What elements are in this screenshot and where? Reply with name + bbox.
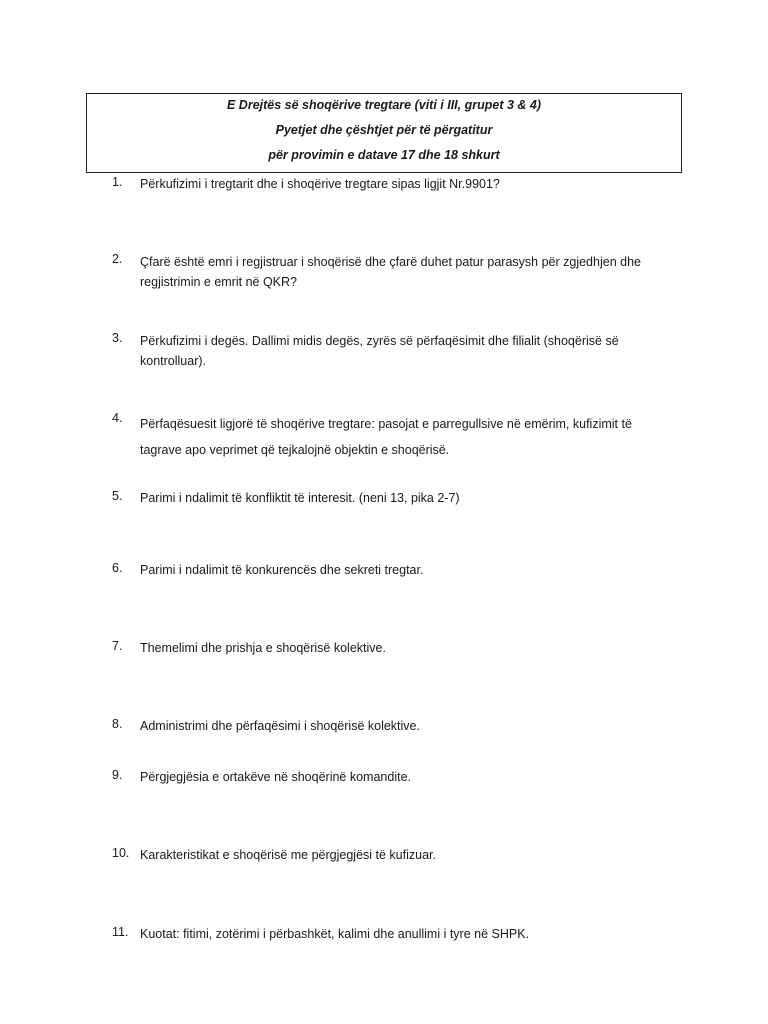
question-number: 2.: [112, 252, 123, 266]
header-title: E Drejtës së shoqërive tregtare (viti i III, grupet 3 & 4): [227, 98, 541, 112]
question-text: Çfarë është emri i regjistruar i shoqërisë dhe çfarë duhet patur parasysh për zgjedhjen dhe regjistrimin e emrit në QKR?: [140, 255, 641, 289]
question-number: 1.: [112, 175, 123, 189]
document-header: [86, 93, 682, 173]
question-text: Parimi i ndalimit të konfliktit të interesit. (neni 13, pika 2-7): [140, 491, 460, 505]
question-text: Parimi i ndalimit të konkurencës dhe sekreti tregtar.: [140, 563, 424, 577]
question-text: Përkufizimi i tregtarit dhe i shoqërive tregtare sipas ligjit Nr.9901?: [140, 177, 500, 191]
question-text: Karakteristikat e shoqërisë me përgjegjësi të kufizuar.: [140, 848, 436, 862]
question-number: 4.: [112, 411, 123, 425]
question-text: Kuotat: fitimi, zotërimi i përbashkët, kalimi dhe anullimi i tyre në SHPK.: [140, 927, 530, 941]
header-subtitle: Pyetjet dhe çështjet për të përgatitur: [275, 123, 493, 137]
question-text: Themelimi dhe prishja e shoqërisë kolektive.: [140, 641, 386, 655]
header-exam-dates: për provimin e datave 17 dhe 18 shkurt: [268, 148, 500, 162]
question-number: 11.: [112, 925, 129, 939]
question-number: 7.: [112, 639, 123, 653]
question-number: 6.: [112, 561, 123, 575]
question-text: Përfaqësuesit ligjorë të shoqërive tregtare: pasojat e parregullsive në emërim, kufizimit të tagrave apo veprimet që tejkalojnë objektin e shoqërisë.: [140, 417, 632, 457]
question-number: 10.: [112, 846, 130, 860]
question-number: 9.: [112, 768, 123, 782]
question-text: Përkufizimi i degës. Dallimi midis degës, zyrës së përfaqësimit dhe filialit (shoqërisë së kontrolluar).: [140, 334, 619, 368]
question-text: Administrimi dhe përfaqësimi i shoqërisë kolektive.: [140, 719, 420, 733]
question-text: Përgjegjësia e ortakëve në shoqërinë komandite.: [140, 770, 412, 784]
question-number: 8.: [112, 717, 123, 731]
question-number: 5.: [112, 489, 123, 503]
question-number: 3.: [112, 331, 123, 345]
